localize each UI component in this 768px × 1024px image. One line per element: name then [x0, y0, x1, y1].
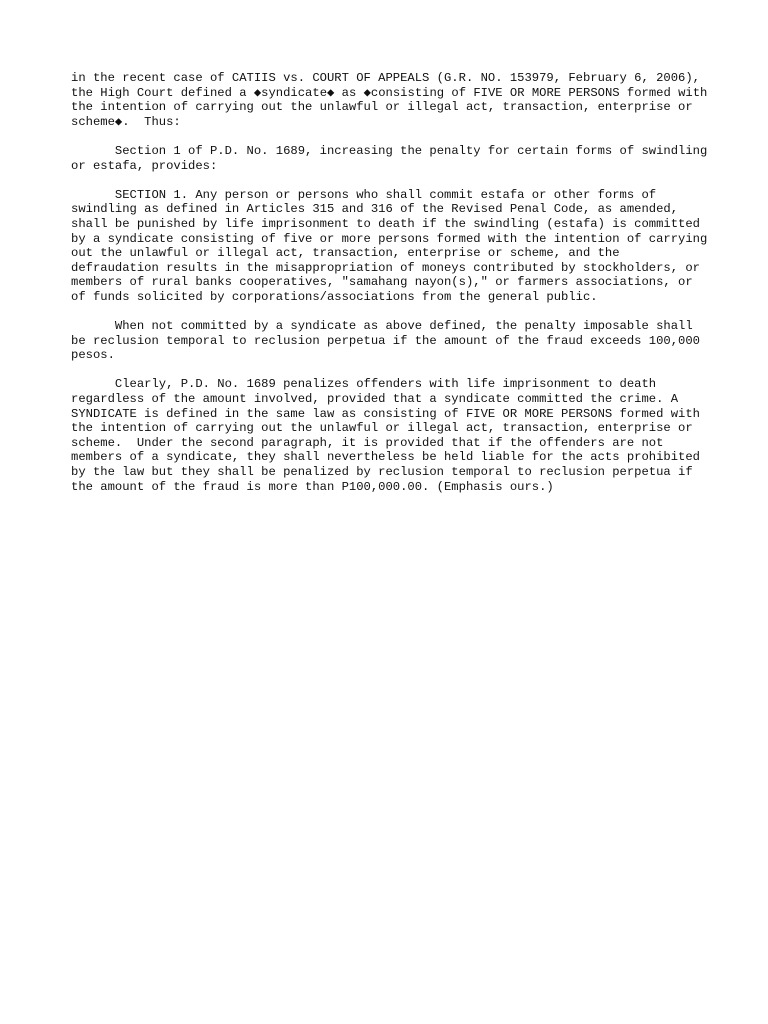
paragraph-non-syndicate-penalty: When not committed by a syndicate as above defined, the penalty imposable shall be reclusion temporal to reclusion perpetua if the amount of the fraud exceeds 100,000 pesos. — [71, 319, 708, 363]
paragraph-case-intro: in the recent case of CATIIS vs. COURT OF APPEALS (G.R. NO. 153979, February 6, 2006), the High Court defined a ◆syndicate◆ as ◆consisting of FIVE OR MORE PERSONS formed with the intention of carrying out the unlawful or illegal act, transaction, enterprise or scheme◆. Thus: — [71, 71, 715, 129]
paragraph-conclusion: Clearly, P.D. No. 1689 penalizes offenders with life imprisonment to death regardless of the amount involved, provided that a syndicate committed the crime. A SYNDICATE is defined in the same law as consisting of FIVE OR MORE PERSONS formed with the intention of carrying out the unlawful or illegal act, transaction, enterprise or scheme. Under the second paragraph, it is provided that if the offenders are not members of a syndicate, they shall nevertheless be held liable for the acts prohibited by the law but they shall be penalized by reclusion temporal to reclusion perpetua if the amount of the fraud is more than P100,000.00. (Emphasis ours.) — [71, 377, 708, 494]
document-page — [71, 71, 715, 509]
paragraph-section-reference: Section 1 of P.D. No. 1689, increasing the penalty for certain forms of swindling or estafa, provides: — [71, 143, 715, 173]
paragraph-section-1-text: SECTION 1. Any person or persons who shall commit estafa or other forms of swindling as defined in Articles 315 and 316 of the Revised Penal Code, as amended, shall be punished by life imprisonment to death if the swindling (estafa) is committed by a syndicate consisting of five or more persons formed with the intention of carrying out the unlawful or illegal act, transaction, enterprise or scheme, and the defraudation results in the misappropriation of moneys contributed by stockholders, or members of rural banks cooperatives, "samahang nayon(s)," or farmers associations, or of funds solicited by corporations/associations from the general public. — [71, 187, 715, 304]
